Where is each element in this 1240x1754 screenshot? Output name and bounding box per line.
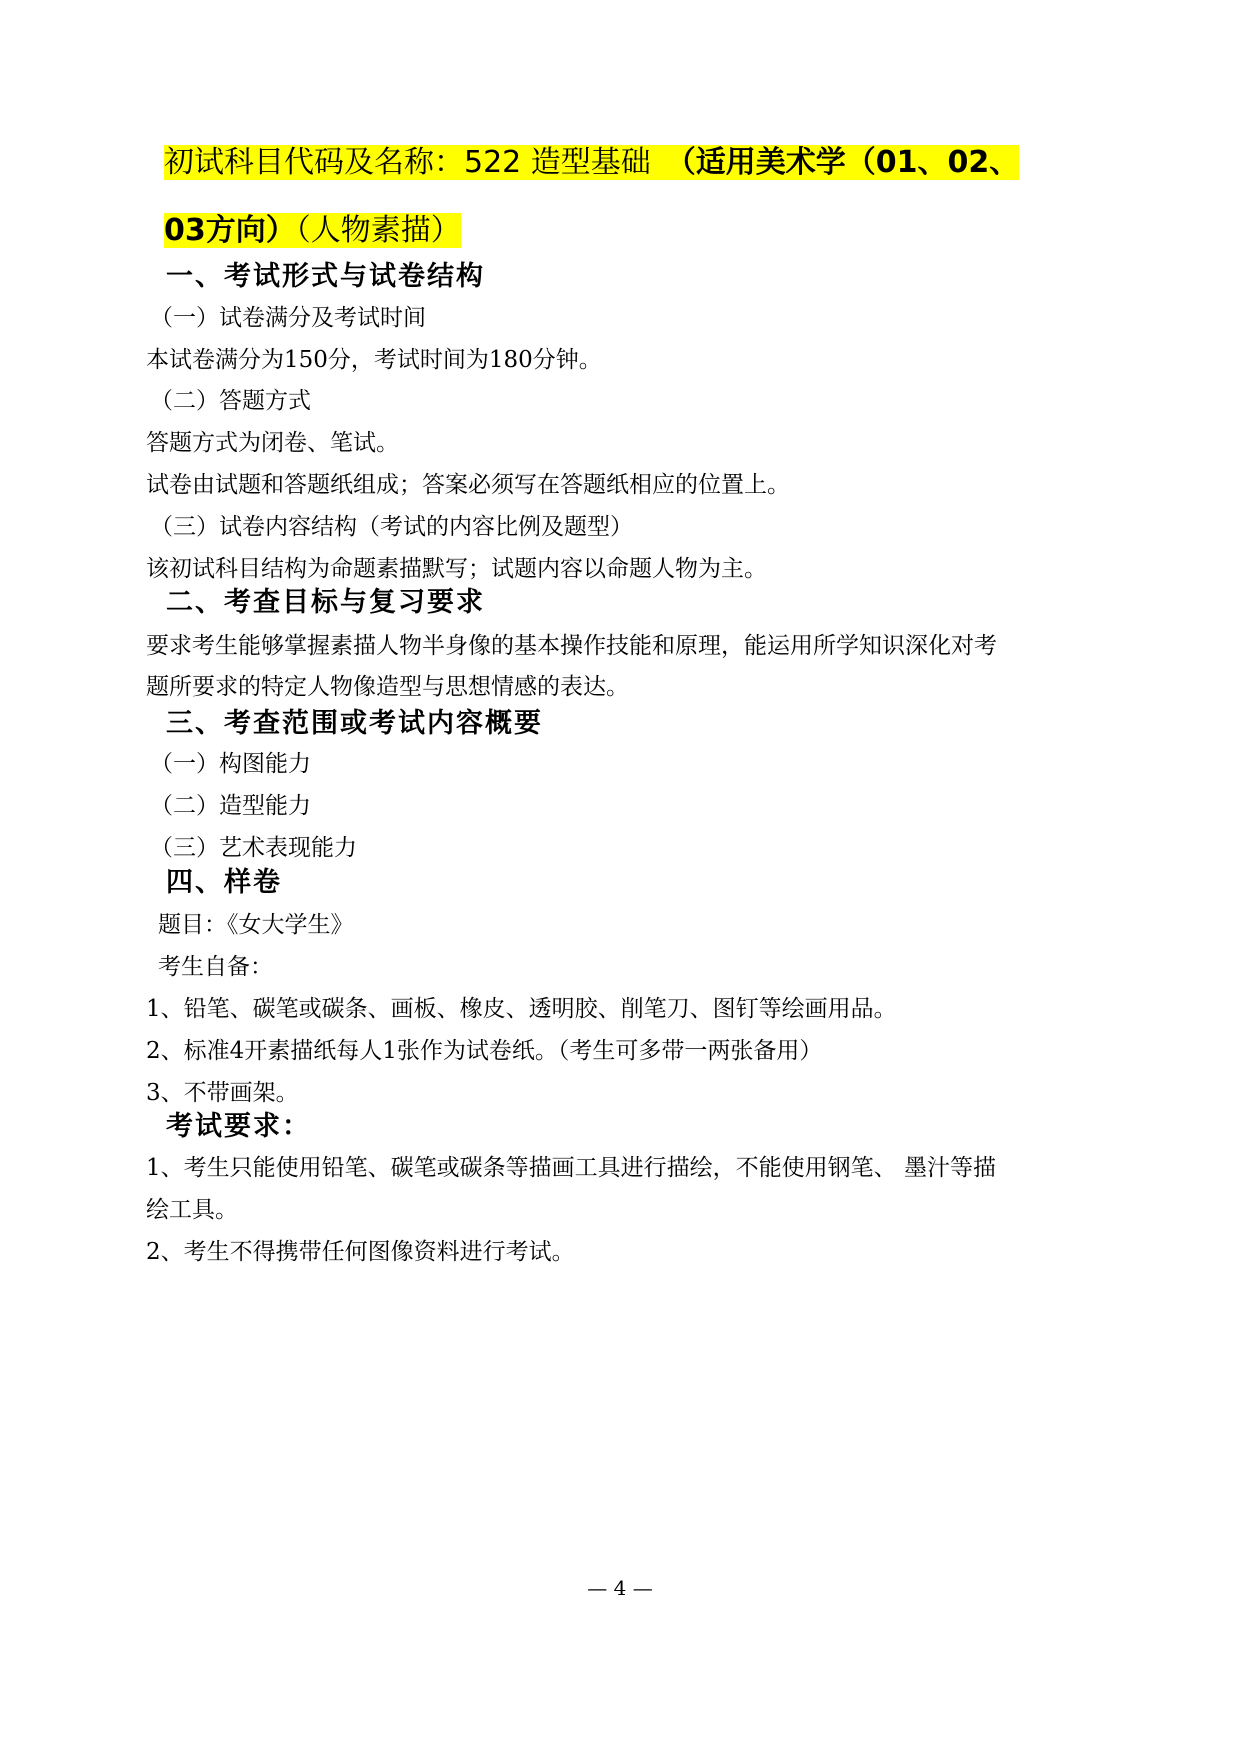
title-applicable-major: （适用美术学（01、02、 xyxy=(680,145,1020,180)
list-item-composition: （一）构图能力 xyxy=(150,751,311,777)
paragraph-objectives-line-1: 要求考生能够掌握素描人物半身像的基本操作技能和原理，能运用所学知识深化对考 xyxy=(146,633,997,659)
subheading-content-structure: （三）试卷内容结构（考试的内容比例及题型） xyxy=(150,514,633,540)
requirement-item-1-line-2: 绘工具。 xyxy=(146,1197,238,1223)
sample-prepare-item-3: 3、不带画架。 xyxy=(146,1080,299,1106)
sample-topic: 题目：《女大学生》 xyxy=(158,912,354,938)
title-subject-type: （人物素描） xyxy=(295,213,461,248)
section-heading-requirements: 考试要求： xyxy=(166,1111,311,1142)
subheading-score-time: （一）试卷满分及考试时间 xyxy=(150,305,426,331)
paragraph-content-structure: 该初试科目结构为命题素描默写；试题内容以命题人物为主。 xyxy=(146,556,767,582)
document-title-line-1 xyxy=(164,135,1019,191)
requirement-item-2: 2、考生不得携带任何图像资料进行考试。 xyxy=(146,1239,575,1265)
sample-prepare-label: 考生自备： xyxy=(158,954,273,980)
document-title-line-2 xyxy=(164,203,461,259)
sample-prepare-item-1: 1、铅笔、碳笔或碳条、画板、橡皮、透明胶、削笔刀、图钉等绘画用品。 xyxy=(146,996,897,1022)
section-heading-scope: 三、考查范围或考试内容概要 xyxy=(166,708,543,739)
section-heading-sample: 四、样卷 xyxy=(166,867,282,898)
paragraph-answer-method: 答题方式为闭卷、笔试。 xyxy=(146,430,399,456)
section-heading-exam-format: 一、考试形式与试卷结构 xyxy=(166,261,485,292)
requirement-item-1-line-1: 1、考生只能使用铅笔、碳笔或碳条等描画工具进行描绘，不能使用钢笔、 墨汁等描 xyxy=(146,1155,996,1181)
sample-prepare-item-2: 2、标准4开素描纸每人1张作为试卷纸。（考生可多带一两张备用） xyxy=(146,1038,823,1064)
title-direction: 03方向） xyxy=(164,213,296,248)
title-subject-label: 初试科目代码及名称： xyxy=(164,145,464,180)
paragraph-score-time: 本试卷满分为150分，考试时间为180分钟。 xyxy=(146,347,602,373)
list-item-artistic-expression: （三）艺术表现能力 xyxy=(150,835,357,861)
paragraph-answer-sheet: 试卷由试题和答题纸组成；答案必须写在答题纸相应的位置上。 xyxy=(146,472,790,498)
page-number: — 4 — xyxy=(587,1576,653,1600)
section-heading-objectives: 二、考查目标与复习要求 xyxy=(166,587,485,618)
list-item-modeling: （二）造型能力 xyxy=(150,793,311,819)
paragraph-objectives-line-2: 题所要求的特定人物像造型与思想情感的表达。 xyxy=(146,674,629,700)
title-subject-code: 522 造型基础 xyxy=(464,145,651,180)
subheading-answer-method: （二）答题方式 xyxy=(150,388,311,414)
